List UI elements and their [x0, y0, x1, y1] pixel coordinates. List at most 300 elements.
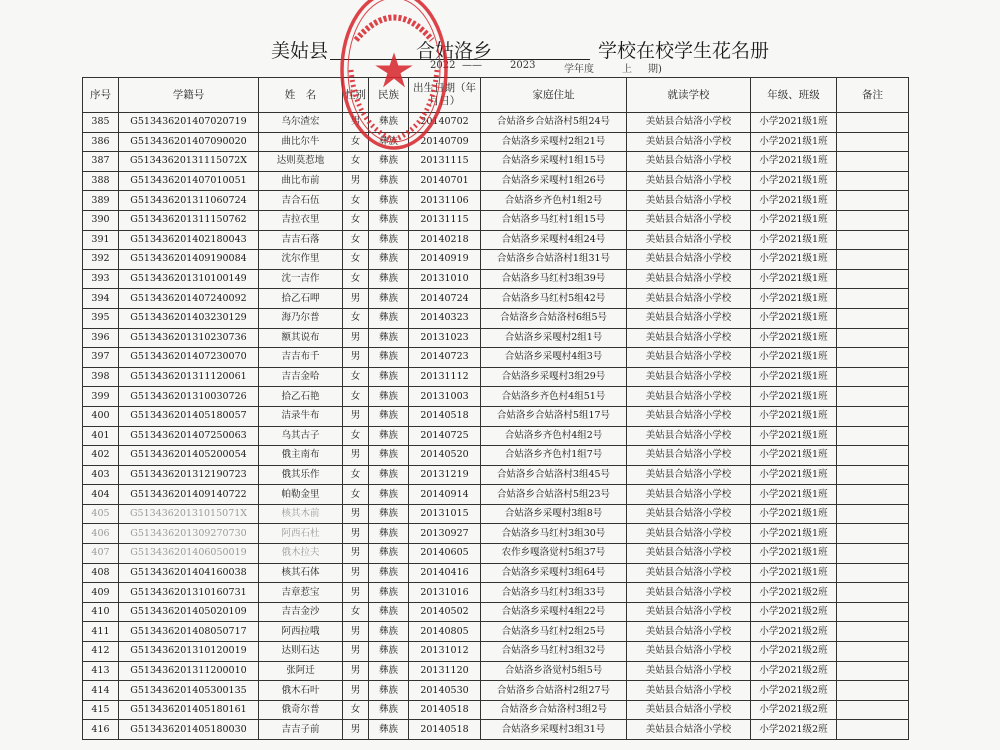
header-remarks: 备注: [837, 78, 909, 113]
gender-cell: 男: [343, 171, 369, 191]
address-cell: 合姑洛乡采嘎村1组15号: [481, 152, 627, 172]
ethnicity-cell: 彝族: [369, 602, 409, 622]
birth-date-cell: 20131023: [409, 328, 481, 348]
birth-date-cell: 20140518: [409, 720, 481, 740]
ethnicity-cell: 彝族: [369, 210, 409, 230]
school-cell: 美姑县合姑洛小学校: [627, 230, 751, 250]
seq-cell: 407: [83, 544, 119, 564]
gender-cell: 女: [343, 700, 369, 720]
seq-cell: 409: [83, 583, 119, 603]
remarks-cell: [837, 504, 909, 524]
student-id-cell: G513436201408050717: [119, 622, 259, 642]
student-id-cell: G513436201407090020: [119, 132, 259, 152]
student-id-cell: G513436201409140722: [119, 485, 259, 505]
gender-cell: 女: [343, 250, 369, 270]
ethnicity-cell: 彝族: [369, 113, 409, 133]
table-row: [83, 230, 909, 250]
name-cell: 海乃尔普: [259, 308, 343, 328]
address-cell: 合姑洛乡采嘎村4组3号: [481, 348, 627, 368]
seq-cell: 416: [83, 720, 119, 740]
seq-cell: 386: [83, 132, 119, 152]
grade-class-cell: 小学2021级1班: [751, 544, 837, 564]
grade-class-cell: 小学2021级2班: [751, 583, 837, 603]
address-cell: 合姑洛乡合姑洛村3组2号: [481, 700, 627, 720]
name-cell: 达则莫惹地: [259, 152, 343, 172]
school-cell: 美姑县合姑洛小学校: [627, 348, 751, 368]
name-cell: 拾乙石呷: [259, 289, 343, 309]
ethnicity-cell: 彝族: [369, 446, 409, 466]
ethnicity-cell: 彝族: [369, 720, 409, 740]
name-cell: 沈一吉作: [259, 269, 343, 289]
school-cell: 美姑县合姑洛小学校: [627, 700, 751, 720]
birth-date-cell: 20140502: [409, 602, 481, 622]
table-row: [83, 426, 909, 446]
table-row: [83, 387, 909, 407]
year-dash: ——: [462, 60, 482, 71]
address-cell: 合姑洛乡齐色村1组7号: [481, 446, 627, 466]
address-cell: 合姑洛乡洛觉村5组5号: [481, 661, 627, 681]
seq-cell: 385: [83, 113, 119, 133]
seq-cell: 390: [83, 210, 119, 230]
gender-cell: 女: [343, 602, 369, 622]
address-cell: 合姑洛乡马红村3组32号: [481, 642, 627, 662]
remarks-cell: [837, 544, 909, 564]
school-cell: 美姑县合姑洛小学校: [627, 289, 751, 309]
seq-cell: 393: [83, 269, 119, 289]
table-row: [83, 563, 909, 583]
grade-class-cell: 小学2021级1班: [751, 387, 837, 407]
remarks-cell: [837, 191, 909, 211]
table-row: [83, 210, 909, 230]
gender-cell: 男: [343, 563, 369, 583]
gender-cell: 男: [343, 642, 369, 662]
ethnicity-cell: 彝族: [369, 661, 409, 681]
gender-cell: 女: [343, 210, 369, 230]
gender-cell: 男: [343, 661, 369, 681]
seq-cell: 402: [83, 446, 119, 466]
student-id-cell: G513436201403230129: [119, 308, 259, 328]
table-row: [83, 328, 909, 348]
school-cell: 美姑县合姑洛小学校: [627, 661, 751, 681]
birth-date-cell: 20140724: [409, 289, 481, 309]
remarks-cell: [837, 446, 909, 466]
ethnicity-cell: 彝族: [369, 230, 409, 250]
remarks-cell: [837, 583, 909, 603]
birth-date-cell: 20140805: [409, 622, 481, 642]
gender-cell: 男: [343, 406, 369, 426]
table-row: [83, 504, 909, 524]
birth-date-cell: 20131112: [409, 367, 481, 387]
address-cell: 合姑洛乡马红村3组39号: [481, 269, 627, 289]
table-row: [83, 367, 909, 387]
ethnicity-cell: 彝族: [369, 132, 409, 152]
name-cell: 核其木前: [259, 504, 343, 524]
student-id-cell: G513436201405200054: [119, 446, 259, 466]
remarks-cell: [837, 485, 909, 505]
seq-cell: 391: [83, 230, 119, 250]
grade-class-cell: 小学2021级1班: [751, 289, 837, 309]
seq-cell: 399: [83, 387, 119, 407]
gender-cell: 女: [343, 387, 369, 407]
table-row: [83, 485, 909, 505]
ethnicity-cell: 彝族: [369, 308, 409, 328]
school-cell: 美姑县合姑洛小学校: [627, 328, 751, 348]
remarks-cell: [837, 348, 909, 368]
remarks-cell: [837, 642, 909, 662]
grade-class-cell: 小学2021级2班: [751, 602, 837, 622]
seq-cell: 394: [83, 289, 119, 309]
table-row: [83, 308, 909, 328]
birth-date-cell: 20131115: [409, 210, 481, 230]
birth-date-cell: 20140605: [409, 544, 481, 564]
school-cell: 美姑县合姑洛小学校: [627, 602, 751, 622]
birth-date-cell: 20140709: [409, 132, 481, 152]
header-grade-class: 年级、班级: [751, 78, 837, 113]
term-value: 上: [622, 64, 632, 75]
student-roster-table: [82, 77, 909, 740]
address-cell: 合姑洛乡合姑洛村6组5号: [481, 308, 627, 328]
gender-cell: 女: [343, 132, 369, 152]
seq-cell: 406: [83, 524, 119, 544]
birth-date-cell: 20140702: [409, 113, 481, 133]
address-cell: 合姑洛乡齐色村4组51号: [481, 387, 627, 407]
gender-cell: 男: [343, 289, 369, 309]
gender-cell: 女: [343, 367, 369, 387]
name-cell: 吉章惹宝: [259, 583, 343, 603]
grade-class-cell: 小学2021级1班: [751, 328, 837, 348]
student-id-cell: G51343620131115072X: [119, 152, 259, 172]
address-cell: 合姑洛乡合姑洛村5组24号: [481, 113, 627, 133]
school-cell: 美姑县合姑洛小学校: [627, 250, 751, 270]
student-id-cell: G513436201310160731: [119, 583, 259, 603]
student-id-cell: G513436201405020109: [119, 602, 259, 622]
student-id-cell: G513436201405180161: [119, 700, 259, 720]
school-cell: 美姑县合姑洛小学校: [627, 446, 751, 466]
ethnicity-cell: 彝族: [369, 426, 409, 446]
seq-cell: 408: [83, 563, 119, 583]
name-cell: 吉吉子前: [259, 720, 343, 740]
ethnicity-cell: 彝族: [369, 583, 409, 603]
address-cell: 农作乡嘎洛觉村5组37号: [481, 544, 627, 564]
school-cell: 美姑县合姑洛小学校: [627, 622, 751, 642]
grade-class-cell: 小学2021级1班: [751, 308, 837, 328]
birth-date-cell: 20140218: [409, 230, 481, 250]
student-id-cell: G513436201405180030: [119, 720, 259, 740]
school-cell: 美姑县合姑洛小学校: [627, 485, 751, 505]
ethnicity-cell: 彝族: [369, 250, 409, 270]
title-suffix: 学校在校学生花名册: [598, 40, 770, 62]
ethnicity-cell: 彝族: [369, 171, 409, 191]
gender-cell: 女: [343, 191, 369, 211]
seq-cell: 414: [83, 681, 119, 701]
table-row: [83, 446, 909, 466]
student-id-cell: G513436201310120019: [119, 642, 259, 662]
school-cell: 美姑县合姑洛小学校: [627, 210, 751, 230]
grade-class-cell: 小学2021级1班: [751, 348, 837, 368]
address-cell: 合姑洛乡采嘎村1组26号: [481, 171, 627, 191]
birth-date-cell: 20140723: [409, 348, 481, 368]
school-cell: 美姑县合姑洛小学校: [627, 191, 751, 211]
school-cell: 美姑县合姑洛小学校: [627, 544, 751, 564]
school-cell: 美姑县合姑洛小学校: [627, 367, 751, 387]
header-school: 就读学校: [627, 78, 751, 113]
grade-class-cell: 小学2021级1班: [751, 465, 837, 485]
student-id-cell: G513436201311060724: [119, 191, 259, 211]
birth-date-cell: 20140323: [409, 308, 481, 328]
gender-cell: 男: [343, 583, 369, 603]
remarks-cell: [837, 426, 909, 446]
table-row: [83, 289, 909, 309]
name-cell: 俄木拉夫: [259, 544, 343, 564]
name-cell: 帕勒金里: [259, 485, 343, 505]
school-cell: 美姑县合姑洛小学校: [627, 387, 751, 407]
name-cell: 核其石体: [259, 563, 343, 583]
term-label: 期): [648, 64, 662, 75]
seq-cell: 401: [83, 426, 119, 446]
birth-date-cell: 20131012: [409, 642, 481, 662]
remarks-cell: [837, 602, 909, 622]
remarks-cell: [837, 524, 909, 544]
birth-date-cell: 20131003: [409, 387, 481, 407]
grade-class-cell: 小学2021级2班: [751, 642, 837, 662]
seq-cell: 411: [83, 622, 119, 642]
gender-cell: 男: [343, 622, 369, 642]
ethnicity-cell: 彝族: [369, 328, 409, 348]
grade-class-cell: 小学2021级2班: [751, 700, 837, 720]
student-id-cell: G513436201405180057: [119, 406, 259, 426]
name-cell: 俄主南布: [259, 446, 343, 466]
grade-class-cell: 小学2021级1班: [751, 132, 837, 152]
ethnicity-cell: 彝族: [369, 681, 409, 701]
school-cell: 美姑县合姑洛小学校: [627, 152, 751, 172]
address-cell: 合姑洛乡采嘎村2组1号: [481, 328, 627, 348]
gender-cell: 男: [343, 720, 369, 740]
student-id-cell: G513436201311120061: [119, 367, 259, 387]
name-cell: 吉拉衣里: [259, 210, 343, 230]
grade-class-cell: 小学2021级1班: [751, 426, 837, 446]
student-id-cell: G513436201407240092: [119, 289, 259, 309]
student-id-cell: G513436201311200010: [119, 661, 259, 681]
student-id-cell: G513436201310230736: [119, 328, 259, 348]
school-cell: 美姑县合姑洛小学校: [627, 642, 751, 662]
seq-cell: 415: [83, 700, 119, 720]
student-id-cell: G513436201407020719: [119, 113, 259, 133]
school-cell: 美姑县合姑洛小学校: [627, 171, 751, 191]
gender-cell: 男: [343, 328, 369, 348]
student-id-cell: G513436201402180043: [119, 230, 259, 250]
ethnicity-cell: 彝族: [369, 504, 409, 524]
school-cell: 美姑县合姑洛小学校: [627, 720, 751, 740]
remarks-cell: [837, 269, 909, 289]
grade-class-cell: 小学2021级1班: [751, 446, 837, 466]
gender-cell: 男: [343, 348, 369, 368]
table-row: [83, 583, 909, 603]
header-student-id: 学籍号: [119, 78, 259, 113]
remarks-cell: [837, 681, 909, 701]
student-id-cell: G513436201407010051: [119, 171, 259, 191]
name-cell: 曲比布前: [259, 171, 343, 191]
name-cell: 乌其古子: [259, 426, 343, 446]
gender-cell: 女: [343, 269, 369, 289]
school-cell: 美姑县合姑洛小学校: [627, 269, 751, 289]
grade-class-cell: 小学2021级1班: [751, 152, 837, 172]
ethnicity-cell: 彝族: [369, 367, 409, 387]
birth-date-cell: 20140518: [409, 700, 481, 720]
address-cell: 合姑洛乡采嘎村3组31号: [481, 720, 627, 740]
header-birth-date: 出生日期（年月日）: [409, 78, 481, 113]
school-cell: 美姑县合姑洛小学校: [627, 465, 751, 485]
address-cell: 合姑洛乡合姑洛村3组45号: [481, 465, 627, 485]
school-cell: 美姑县合姑洛小学校: [627, 563, 751, 583]
seq-cell: 392: [83, 250, 119, 270]
birth-date-cell: 20131015: [409, 504, 481, 524]
seq-cell: 413: [83, 661, 119, 681]
seq-cell: 397: [83, 348, 119, 368]
gender-cell: 女: [343, 426, 369, 446]
birth-date-cell: 20131120: [409, 661, 481, 681]
ethnicity-cell: 彝族: [369, 544, 409, 564]
birth-date-cell: 20140919: [409, 250, 481, 270]
address-cell: 合姑洛乡齐色村4组2号: [481, 426, 627, 446]
gender-cell: 女: [343, 230, 369, 250]
remarks-cell: [837, 563, 909, 583]
address-cell: 合姑洛乡采嘎村2组21号: [481, 132, 627, 152]
table-row: [83, 661, 909, 681]
name-cell: 阿西拉哦: [259, 622, 343, 642]
address-cell: 合姑洛乡马红村3组33号: [481, 583, 627, 603]
table-row: [83, 602, 909, 622]
name-cell: 俄其乐作: [259, 465, 343, 485]
remarks-cell: [837, 230, 909, 250]
gender-cell: 女: [343, 308, 369, 328]
school-cell: 美姑县合姑洛小学校: [627, 308, 751, 328]
address-cell: 合姑洛乡马红村3组30号: [481, 524, 627, 544]
seq-cell: 403: [83, 465, 119, 485]
gender-cell: 男: [343, 446, 369, 466]
gender-cell: 男: [343, 504, 369, 524]
header-gender: 性别: [343, 78, 369, 113]
seq-cell: 404: [83, 485, 119, 505]
ethnicity-cell: 彝族: [369, 700, 409, 720]
ethnicity-cell: 彝族: [369, 406, 409, 426]
header-address: 家庭住址: [481, 78, 627, 113]
student-id-cell: G513436201310030726: [119, 387, 259, 407]
name-cell: 吉合石伍: [259, 191, 343, 211]
address-cell: 合姑洛乡采嘎村3组29号: [481, 367, 627, 387]
remarks-cell: [837, 289, 909, 309]
grade-class-cell: 小学2021级1班: [751, 191, 837, 211]
gender-cell: 女: [343, 152, 369, 172]
student-id-cell: G51343620131015071X: [119, 504, 259, 524]
remarks-cell: [837, 465, 909, 485]
grade-class-cell: 小学2021级1班: [751, 269, 837, 289]
table-row: [83, 269, 909, 289]
birth-date-cell: 20140725: [409, 426, 481, 446]
seq-cell: 395: [83, 308, 119, 328]
birth-date-cell: 20140530: [409, 681, 481, 701]
name-cell: 达则石达: [259, 642, 343, 662]
student-id-cell: G513436201407250063: [119, 426, 259, 446]
remarks-cell: [837, 661, 909, 681]
name-cell: 吉吉金哈: [259, 367, 343, 387]
birth-date-cell: 20131106: [409, 191, 481, 211]
name-cell: 俄木石叶: [259, 681, 343, 701]
header-seq: 序号: [83, 78, 119, 113]
year-start: 2022: [430, 60, 456, 71]
grade-class-cell: 小学2021级1班: [751, 367, 837, 387]
remarks-cell: [837, 113, 909, 133]
birth-date-cell: 20131219: [409, 465, 481, 485]
grade-class-cell: 小学2021级1班: [751, 524, 837, 544]
ethnicity-cell: 彝族: [369, 622, 409, 642]
table-row: [83, 113, 909, 133]
seq-cell: 412: [83, 642, 119, 662]
ethnicity-cell: 彝族: [369, 387, 409, 407]
title-county: 美姑县: [271, 40, 329, 62]
address-cell: 合姑洛乡采嘎村4组22号: [481, 602, 627, 622]
name-cell: 额其说布: [259, 328, 343, 348]
ethnicity-cell: 彝族: [369, 348, 409, 368]
grade-class-cell: 小学2021级1班: [751, 563, 837, 583]
table-row: [83, 250, 909, 270]
school-cell: 美姑县合姑洛小学校: [627, 426, 751, 446]
table-row: [83, 152, 909, 172]
birth-date-cell: 20140914: [409, 485, 481, 505]
student-id-cell: G513436201312190723: [119, 465, 259, 485]
table-row: [83, 700, 909, 720]
table-row: [83, 544, 909, 564]
name-cell: 吉吉布千: [259, 348, 343, 368]
table-row: [83, 642, 909, 662]
table-row: [83, 348, 909, 368]
seq-cell: 398: [83, 367, 119, 387]
gender-cell: 男: [343, 524, 369, 544]
address-cell: 合姑洛乡合姑洛村5组23号: [481, 485, 627, 505]
name-cell: 曲比尔牛: [259, 132, 343, 152]
school-year-label: 学年度: [564, 64, 594, 75]
ethnicity-cell: 彝族: [369, 563, 409, 583]
remarks-cell: [837, 700, 909, 720]
ethnicity-cell: 彝族: [369, 191, 409, 211]
school-cell: 美姑县合姑洛小学校: [627, 681, 751, 701]
birth-date-cell: 20140416: [409, 563, 481, 583]
birth-date-cell: 20140520: [409, 446, 481, 466]
name-cell: 沈尔作里: [259, 250, 343, 270]
table-row: [83, 171, 909, 191]
grade-class-cell: 小学2021级1班: [751, 113, 837, 133]
student-id-cell: G513436201310100149: [119, 269, 259, 289]
table-row: [83, 681, 909, 701]
remarks-cell: [837, 171, 909, 191]
remarks-cell: [837, 210, 909, 230]
name-cell: 俄奇尔普: [259, 700, 343, 720]
name-cell: 阿西石杜: [259, 524, 343, 544]
birth-date-cell: 20130927: [409, 524, 481, 544]
gender-cell: 女: [343, 485, 369, 505]
table-row: [83, 622, 909, 642]
grade-class-cell: 小学2021级1班: [751, 485, 837, 505]
remarks-cell: [837, 250, 909, 270]
address-cell: 合姑洛乡采嘎村3组8号: [481, 504, 627, 524]
grade-class-cell: 小学2021级1班: [751, 250, 837, 270]
seq-cell: 396: [83, 328, 119, 348]
address-cell: 合姑洛乡合姑洛村5组17号: [481, 406, 627, 426]
remarks-cell: [837, 308, 909, 328]
table-row: [83, 720, 909, 740]
grade-class-cell: 小学2021级1班: [751, 504, 837, 524]
student-id-cell: G513436201311150762: [119, 210, 259, 230]
birth-date-cell: 20131010: [409, 269, 481, 289]
